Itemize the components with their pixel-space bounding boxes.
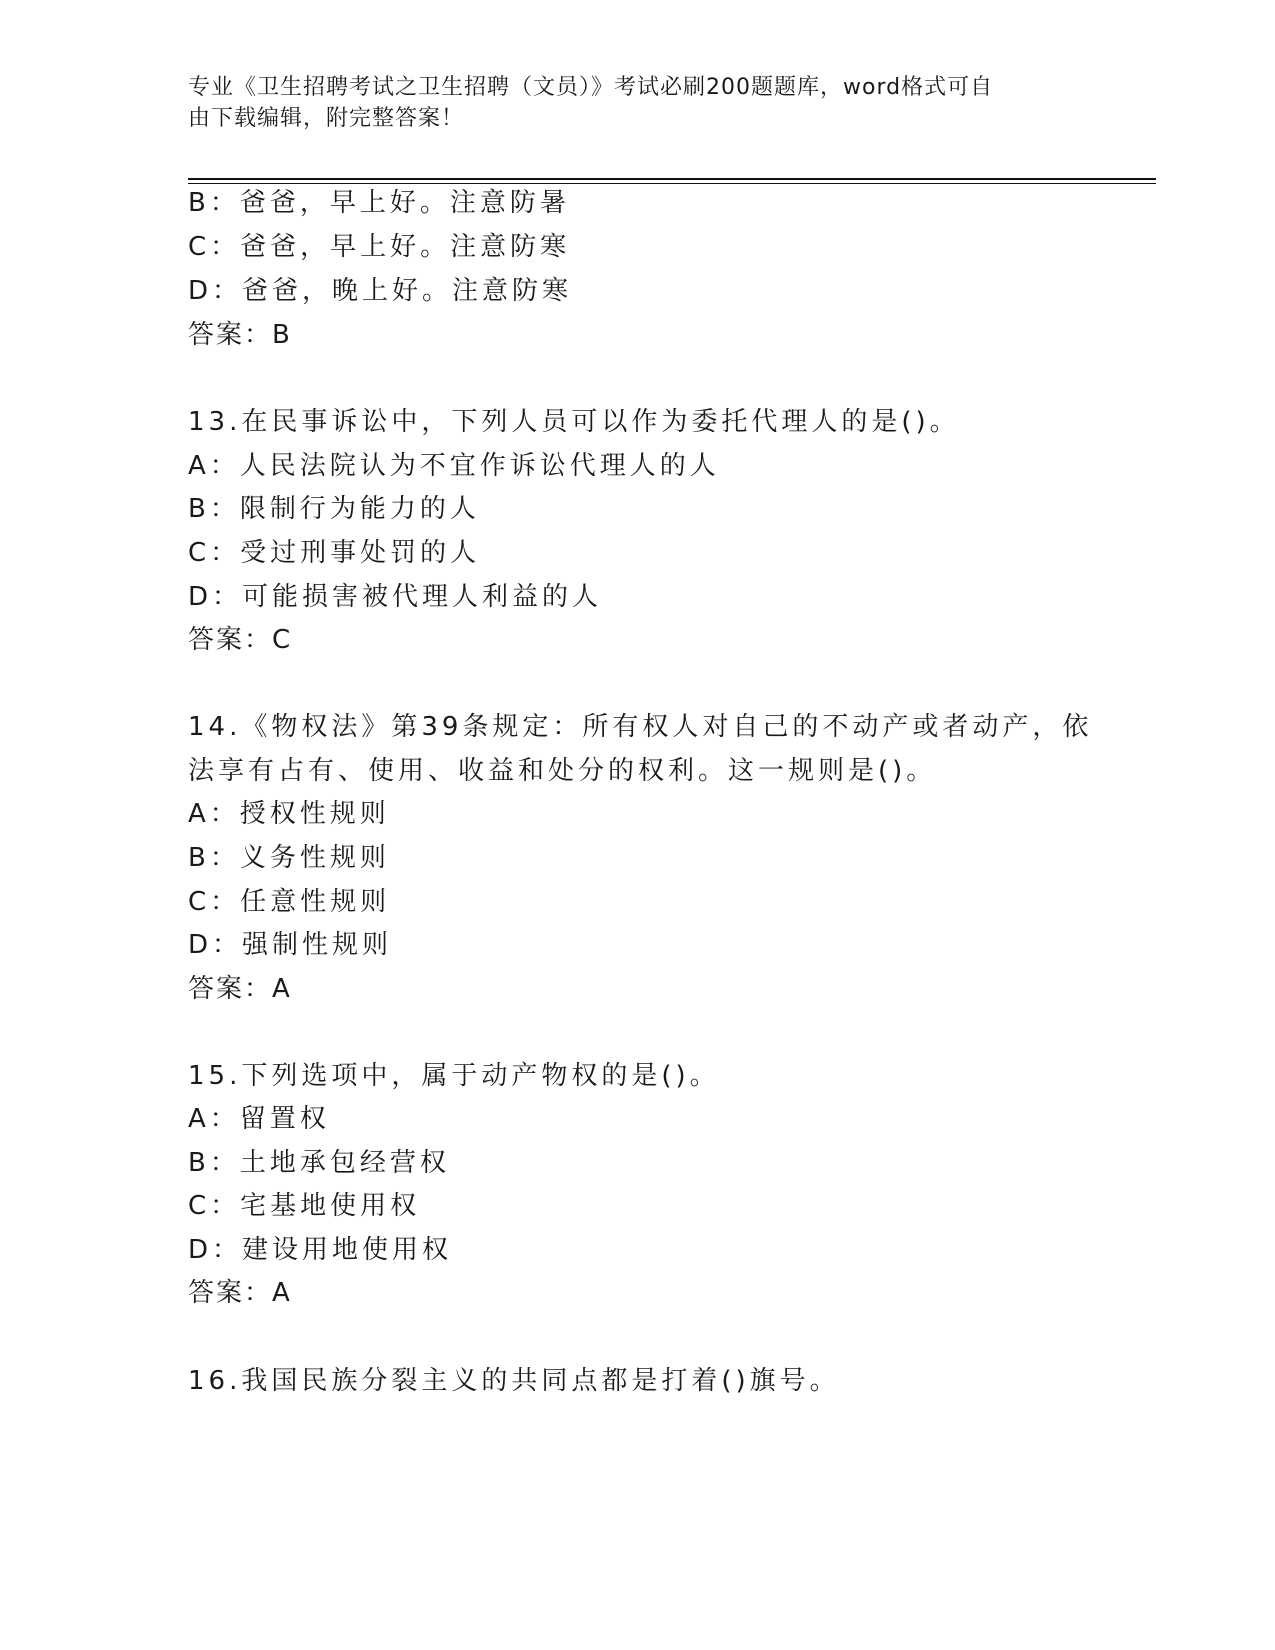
q12-option-d: D：爸爸，晚上好。注意防寒 bbox=[188, 276, 573, 306]
q14-answer: 答案：A bbox=[188, 974, 292, 1004]
q13-option-d: D：可能损害被代理人利益的人 bbox=[188, 582, 603, 612]
q16-stem: 16.我国民族分裂主义的共同点都是打着()旗号。 bbox=[188, 1366, 840, 1396]
q14-stem-line-2: 法享有占有、使用、收益和处分的权利。这一规则是()。 bbox=[188, 756, 937, 786]
q13-option-a: A：人民法院认为不宜作诉讼代理人的人 bbox=[188, 451, 720, 481]
q15-answer: 答案：A bbox=[188, 1278, 292, 1308]
header-line-2: 由下载编辑，附完整答案！ bbox=[188, 106, 465, 131]
q13-option-b: B：限制行为能力的人 bbox=[188, 494, 480, 524]
q13-answer: 答案：C bbox=[188, 625, 293, 655]
q14-option-d: D：强制性规则 bbox=[188, 930, 393, 960]
q12-option-c: C：爸爸，早上好。注意防寒 bbox=[188, 232, 571, 262]
q14-stem-line-1: 14.《物权法》第39条规定：所有权人对自己的不动产或者动产，依 bbox=[188, 712, 1093, 742]
header-divider-thick bbox=[188, 178, 1156, 180]
q14-option-a: A：授权性规则 bbox=[188, 799, 390, 829]
q14-option-b: B：义务性规则 bbox=[188, 843, 390, 873]
q15-option-b: B：土地承包经营权 bbox=[188, 1148, 450, 1178]
q15-stem: 15.下列选项中，属于动产物权的是()。 bbox=[188, 1061, 720, 1091]
header-divider-thin bbox=[188, 183, 1156, 184]
q15-option-a: A：留置权 bbox=[188, 1104, 330, 1134]
header-line-1: 专业《卫生招聘考试之卫生招聘（文员）》考试必刷200题题库，word格式可自 bbox=[188, 75, 994, 100]
q13-option-c: C：受过刑事处罚的人 bbox=[188, 538, 481, 568]
q14-option-c: C：任意性规则 bbox=[188, 887, 391, 917]
q13-stem: 13.在民事诉讼中，下列人员可以作为委托代理人的是()。 bbox=[188, 407, 960, 437]
document-header bbox=[188, 72, 1068, 134]
q15-option-c: C：宅基地使用权 bbox=[188, 1191, 421, 1221]
q12-answer: 答案：B bbox=[188, 320, 292, 350]
q15-option-d: D：建设用地使用权 bbox=[188, 1235, 453, 1265]
q12-option-b: B：爸爸，早上好。注意防暑 bbox=[188, 188, 570, 218]
